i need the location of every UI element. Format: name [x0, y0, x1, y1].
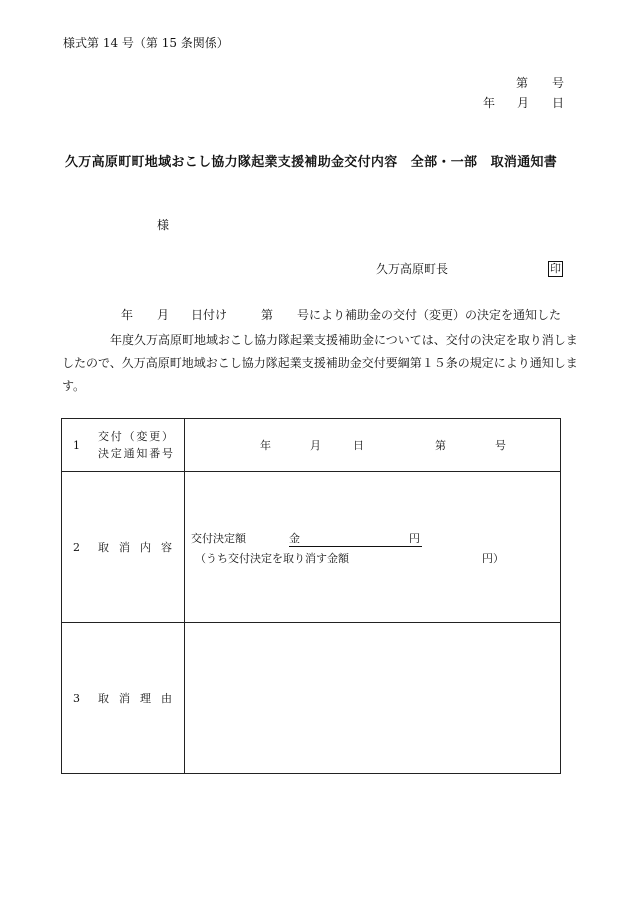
grant-amount-label: 交付決定額 [191, 532, 246, 545]
date-month-label: 月 [517, 96, 530, 110]
seal-stamp: 印 [550, 262, 561, 275]
document-title: 久万高原町町地域おこし協力隊起業支援補助金交付内容 全部・一部 取消通知書 [65, 155, 558, 170]
body-line1-rest: 号により補助金の交付（変更）の決定を通知した [297, 308, 562, 322]
body-day-dated: 日付け [191, 308, 228, 322]
form-number: 様式第 14 号（第 15 条関係） [63, 36, 229, 50]
row3-label-cell [62, 623, 185, 774]
body-dai: 第 [261, 308, 274, 322]
number-label-dai: 第 [516, 76, 529, 90]
body-month: 月 [157, 308, 170, 322]
date-year-label: 年 [483, 96, 496, 110]
cancellation-table [61, 418, 561, 774]
cancel-yen-label: 円） [482, 552, 504, 565]
row2-value-cell[interactable] [185, 472, 561, 623]
date-day-label: 日 [552, 96, 565, 110]
body-year: 年 [121, 308, 134, 322]
row1-day: 日 [353, 439, 364, 452]
row2-number: 2 [73, 540, 80, 554]
number-label-go: 号 [552, 76, 565, 90]
row3-number: 3 [73, 691, 80, 705]
row1-year: 年 [260, 439, 271, 452]
row1-number: 1 [73, 438, 80, 452]
grant-amount-field[interactable] [289, 533, 422, 547]
row1-value-cell[interactable] [185, 419, 561, 472]
cancel-amount-line: （うち交付決定を取り消す金額 [195, 552, 349, 565]
row2-label-cell [62, 472, 185, 623]
body-line4: す。 [62, 379, 86, 393]
table-row [62, 472, 561, 623]
row1-month: 月 [310, 439, 321, 452]
body-line3: したので、久万高原町地域おこし協力隊起業支援補助金交付要綱第１５条の規定により通知しま [62, 356, 578, 370]
row1-go: 号 [495, 439, 506, 452]
row2-label: 取消内容 [98, 541, 182, 554]
body-line2: 年度久万高原町地域おこし協力隊起業支援補助金については、交付の決定を取り消しま [110, 333, 578, 347]
table-row [62, 419, 561, 472]
addressee-suffix: 様 [157, 218, 170, 232]
issuer-name: 久万高原町長 [376, 262, 449, 276]
grant-yen-label: 円 [409, 532, 420, 545]
row1-label-line1: 交付（変更） [98, 430, 175, 443]
kin-label: 金 [289, 532, 300, 545]
row3-value-cell[interactable] [185, 623, 561, 774]
table-row [62, 623, 561, 774]
row1-label-line2: 決定通知番号 [98, 447, 175, 460]
row1-dai: 第 [435, 439, 446, 452]
row3-label: 取消理由 [98, 692, 182, 705]
row1-label-cell [62, 419, 185, 472]
